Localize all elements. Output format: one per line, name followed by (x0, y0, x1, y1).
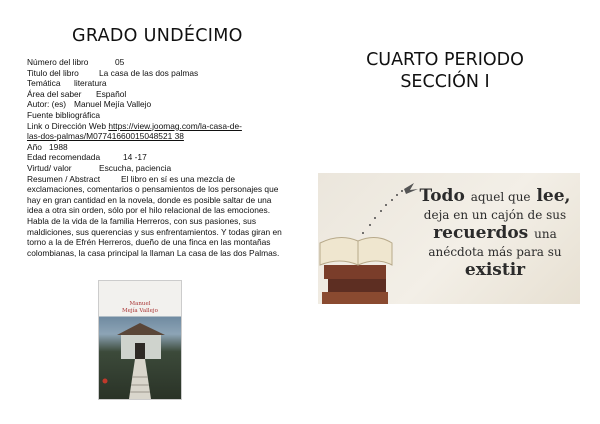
quote-word: recuerdos (433, 223, 529, 243)
quote-line-3 (410, 224, 580, 243)
field-row (27, 99, 285, 110)
quote-word: aquel que (470, 190, 531, 204)
field-value: literatura (74, 78, 107, 89)
quote-word: una (534, 227, 557, 241)
link-label: Link o Dirección Web (27, 120, 106, 131)
field-value: Manuel Mejía Vallejo (74, 99, 152, 110)
field-value: 14 -17 (123, 152, 147, 163)
quote-word: lee, (536, 186, 571, 206)
abstract (27, 174, 285, 259)
field-value: 05 (115, 57, 125, 67)
quote-line-5: existir (464, 260, 526, 280)
field-row (27, 152, 285, 163)
field-label: Virtud/ valor (27, 162, 72, 173)
abstract-text: El libro en sí es una mezcla de exclamaciones, comentarios o pensamientos de los personajes que hay en gran cantidad en la novela, donde es posible saltar de una idea a otra sin orden, sólo por el hilo relacional de las emociones. Habla de la vida de la familia Herreros, con sus pasiones, sus maldiciones, sus querencias y sus enfrentamientos. Y todas giran en torno a la de Efrén Herreros, dueño de una finca en las montañas colombianas, la casa principal la llaman La casa de las dos Palmas. (27, 173, 282, 258)
cover-house-illustration (99, 281, 181, 399)
field-row (27, 78, 285, 89)
web-link[interactable]: https://view.joomag.com/la-casa-de- (108, 120, 242, 131)
field-row (27, 142, 285, 153)
field-value: Español (96, 88, 127, 99)
book-info (27, 57, 285, 258)
field-label: Año (27, 141, 42, 152)
quote-line-1 (410, 187, 580, 206)
field-row (27, 110, 285, 121)
quote-image (318, 173, 580, 304)
cover-author-first: Manuel (129, 301, 151, 307)
section-title: SECCIÓN I (400, 72, 490, 92)
field-row (27, 68, 285, 79)
field-value: La casa de las dos palmas (99, 67, 199, 78)
field-label: Fuente bibliográfica (27, 109, 101, 120)
field-label: Edad recomendada (27, 152, 101, 163)
field-label: Titulo del libro (27, 67, 79, 78)
field-label: Área del saber (27, 88, 82, 99)
quote-text (410, 187, 580, 279)
field-row (27, 163, 285, 174)
abstract-label: Resumen / Abstract (27, 173, 101, 184)
book-cover-image (98, 280, 182, 400)
period-heading (340, 49, 550, 93)
field-row (27, 89, 285, 100)
quote-word: Todo (419, 186, 465, 206)
field-label: Número del libro (27, 57, 89, 67)
web-link-continued[interactable]: las-dos-palmas/M07741660015048521 38 (27, 131, 184, 142)
link-row-continued (27, 131, 285, 142)
cover-author-last: Mejía Vallejo (122, 308, 158, 314)
period-title: CUARTO PERIODO (366, 50, 524, 70)
grade-title: GRADO UNDÉCIMO (72, 26, 243, 46)
quote-line-2: deja en un cajón de sus (423, 208, 567, 222)
field-value: Escucha, paciencia (99, 162, 172, 173)
field-value: 1988 (49, 141, 68, 152)
field-label: Autor: (es) (27, 99, 67, 110)
quote-line-4: anécdota más para su (428, 245, 562, 259)
field-label: Temática (27, 78, 61, 89)
field-row (27, 57, 285, 68)
link-row (27, 121, 285, 132)
